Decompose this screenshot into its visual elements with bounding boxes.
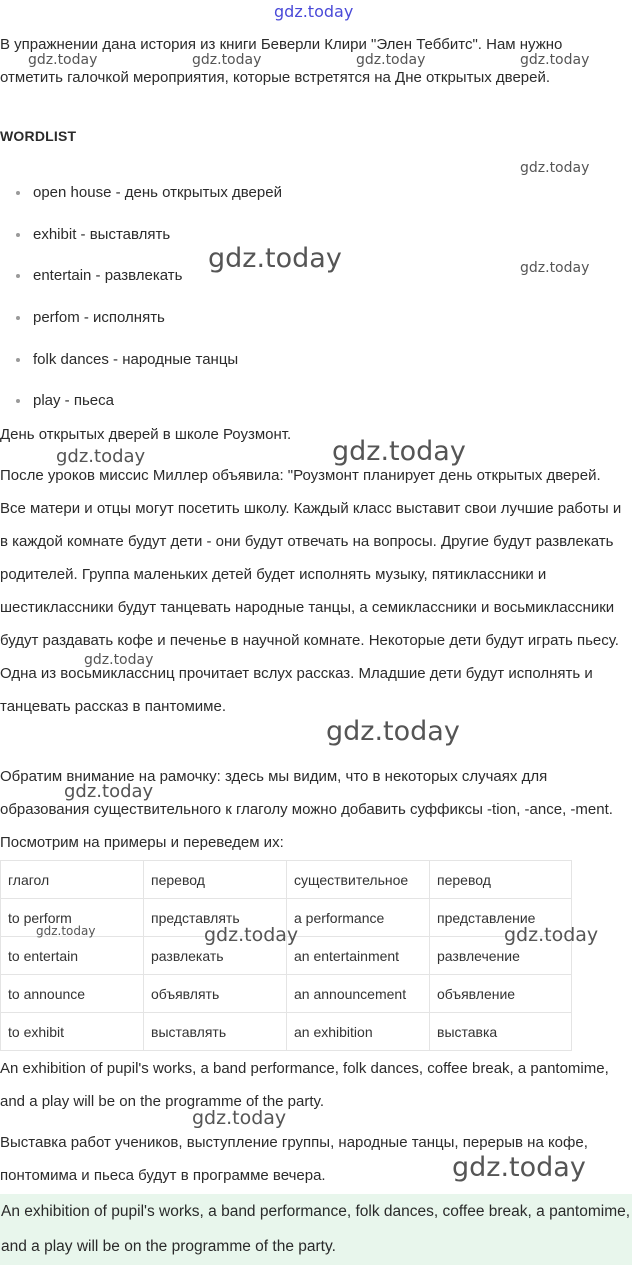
wordlist [14,172,282,422]
table-cell: развлечение [430,937,572,975]
answer-highlight-text: An exhibition of pupil's works, a band performance, folk dances, coffee break, a pantomime, and a play will be on the programme of the party. [1,1203,631,1255]
watermark: gdz.today [326,716,460,747]
answer-russian: Выставка работ учеников, выступление группы, народные танцы, перерыв на кофе, понтомима и пьеса будут в программе вечера. [0,1134,588,1184]
answer-highlight-box [0,1194,632,1265]
story-text: После уроков миссис Миллер объявила: "Роузмонт планирует день открытых дверей. Все матери и отцы могут посетить школу. Каждый класс выставит свои лучшие работы и в каждой комнате будут дети - они будут отвечать на вопросы. Другие будут развлекать родителей. Группа маленьких детей будет исполнять музыку, пятиклассники и шестиклассники будут танцевать народные танцы, а семиклассники и восьмиклассники будут раздавать кофе и печенье в научной комнате. Некоторые дети будут играть пьесу. Одна из восьмиклассниц прочитает вслух рассказ. Младшие дети будут исполнять и танцевать рассказ в пантомиме. [0,467,622,715]
watermark: gdz.today [520,260,590,276]
watermark: gdz.today [36,924,96,938]
table-row [1,1013,572,1051]
watermark: gdz.today [208,243,342,274]
answer-english: An exhibition of pupil's works, a band performance, folk dances, coffee break, a pantomime, and a play will be on the programme of the party. [0,1060,609,1110]
table-cell: объявление [430,975,572,1013]
wordlist-item: play - пьеса [14,380,282,422]
wordlist-item: entertain - развлекать [14,255,282,297]
note-text: Обратим внимание на рамочку: здесь мы видим, что в некоторых случаях для образования существительного к глаголу можно добавить суффиксы -tion, -ance, -ment. Посмотрим на примеры и переведем их: [0,768,613,851]
wordlist-title: WORDLIST [0,128,77,144]
table-header-cell: перевод [430,861,572,899]
table-cell: to perform [1,899,144,937]
table-cell: an entertainment [287,937,430,975]
table-cell: to exhibit [1,1013,144,1051]
watermark: gdz.today [332,436,466,467]
watermark: gdz.today [28,52,98,68]
table-cell: представление [430,899,572,937]
table-cell: выставка [430,1013,572,1051]
watermark: gdz.today [204,924,299,946]
watermark: gdz.today [504,924,599,946]
table-cell: to announce [1,975,144,1013]
word-formation-table [0,860,572,1051]
table-cell: представлять [144,899,287,937]
watermark: gdz.today [356,52,426,68]
watermark: gdz.today [274,2,354,21]
watermark: gdz.today [192,52,262,68]
wordlist-item: open house - день открытых дверей [14,172,282,214]
table-cell: an exhibition [287,1013,430,1051]
watermark: gdz.today [56,446,146,467]
table-header-row [1,861,572,899]
table-cell: выставлять [144,1013,287,1051]
watermark: gdz.today [520,160,590,176]
table-row [1,975,572,1013]
table-header-cell: глагол [1,861,144,899]
wordlist-item: perfom - исполнять [14,297,282,339]
wordlist-item: folk dances - народные танцы [14,339,282,381]
table-cell: a performance [287,899,430,937]
watermark: gdz.today [84,652,154,668]
table-cell: объявлять [144,975,287,1013]
watermark: gdz.today [192,1107,287,1129]
intro-text: В упражнении дана история из книги Беверли Клири "Элен Теббитс". Нам нужно отметить галочкой мероприятия, которые встретятся на Дне открытых дверей. [0,36,563,86]
table-cell: an announcement [287,975,430,1013]
table-cell: to entertain [1,937,144,975]
story-title: День открытых дверей в школе Роузмонт. [0,426,292,443]
watermark: gdz.today [64,781,154,802]
table-cell: развлекать [144,937,287,975]
watermark: gdz.today [452,1152,586,1183]
wordlist-item: exhibit - выставлять [14,214,282,256]
table-header-cell: перевод [144,861,287,899]
table-header-cell: существительное [287,861,430,899]
watermark: gdz.today [520,52,590,68]
